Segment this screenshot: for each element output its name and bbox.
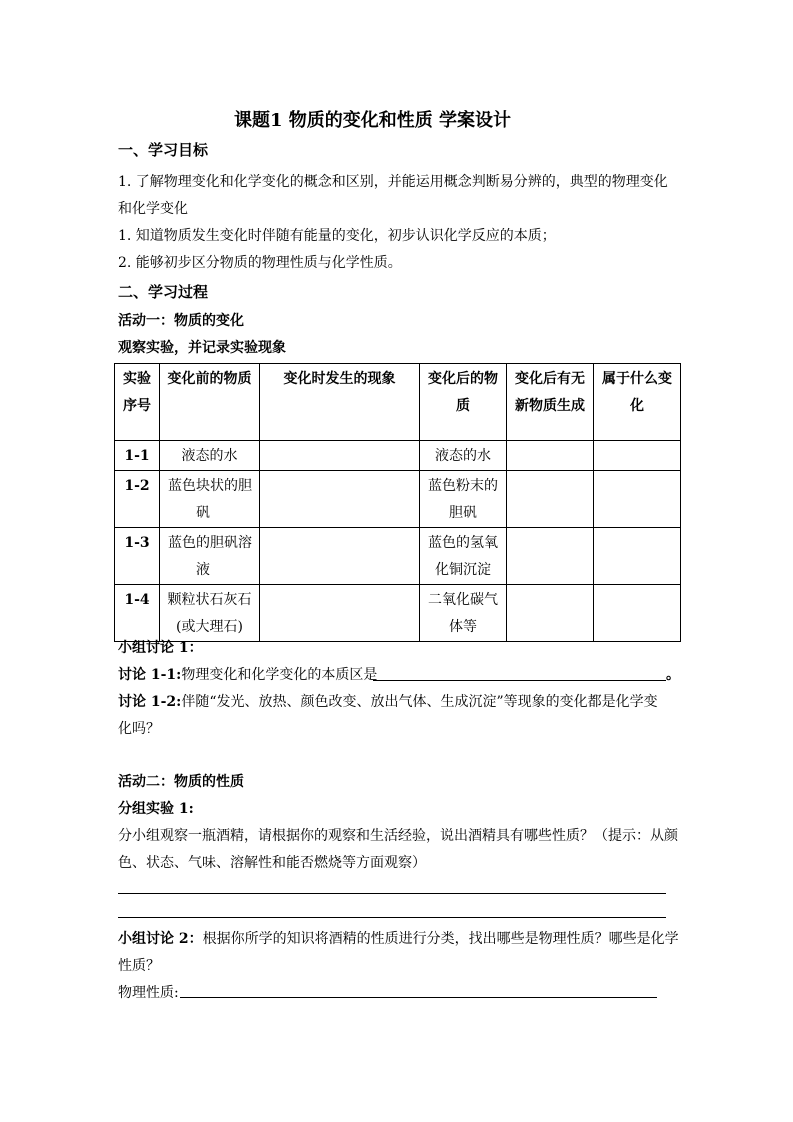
row-id-cell: 1-4 — [115, 585, 160, 642]
discussion2-text: 根据你所学的知识将酒精的性质进行分类，找出哪些是物理性质？哪些是化学 — [202, 931, 679, 947]
change-type-cell — [594, 471, 681, 528]
change-type-cell — [594, 585, 681, 642]
row-id-cell: 1-1 — [115, 441, 160, 471]
phenomenon-cell — [260, 441, 420, 471]
group-experiment-text: 分小组观察一瓶酒精，请根据你的观察和生活经验，说出酒精具有哪些性质？（提示：从颜 — [118, 828, 678, 844]
experiment-table — [114, 363, 681, 642]
discussion2-label: 小组讨论 2： — [118, 931, 203, 947]
table-row — [115, 441, 681, 471]
change-type-cell — [594, 441, 681, 471]
physical-properties-label: 物理性质: — [118, 985, 179, 1001]
new-substance-cell — [507, 471, 594, 528]
discussion-1-2 — [118, 691, 658, 711]
table-header-row — [115, 364, 681, 441]
activity2-title: 活动二：物质的性质 — [118, 774, 244, 790]
discussion-2 — [118, 928, 679, 948]
table-row — [115, 585, 681, 642]
answer-line[interactable] — [373, 680, 666, 681]
goal-line: 1. 了解物理变化和化学变化的概念和区别，并能运用概念判断易分辨的，典型的物理变化 — [118, 174, 668, 190]
before-cell: 液态的水 — [160, 441, 260, 471]
page-title: 课题1 物质的变化和性质 学案设计 — [234, 110, 512, 131]
discussion-1-1-end: 。 — [666, 667, 680, 683]
header-cell: 变化后的物 质 — [420, 364, 507, 441]
phenomenon-cell — [260, 471, 420, 528]
before-cell: 蓝色的胆矾溶 液 — [160, 528, 260, 585]
goal-line: 和化学变化 — [118, 201, 188, 217]
discussion-1-2-text-cont: 化吗？ — [118, 721, 160, 737]
section-heading-goals: 一、学习目标 — [118, 141, 209, 159]
discussion2-text-cont: 性质？ — [118, 958, 160, 974]
answer-line[interactable] — [118, 893, 666, 894]
header-cell: 变化前的物质 — [160, 364, 260, 441]
new-substance-cell — [507, 585, 594, 642]
table-row — [115, 528, 681, 585]
new-substance-cell — [507, 441, 594, 471]
answer-line[interactable] — [118, 917, 666, 918]
group-experiment-text-cont: 色、状态、气味、溶解性和能否燃烧等方面观察） — [118, 855, 426, 871]
after-cell: 蓝色粉末的 胆矾 — [420, 471, 507, 528]
discussion-1-1-text: 物理变化和化学变化的本质区是 — [181, 667, 378, 683]
phenomenon-cell — [260, 528, 420, 585]
goal-line: 2. 能够初步区分物质的物理性质与化学性质。 — [118, 255, 402, 271]
after-cell: 液态的水 — [420, 441, 507, 471]
discussion-1-1-label: 讨论 1-1: — [118, 667, 182, 683]
header-cell: 变化后有无 新物质生成 — [507, 364, 594, 441]
after-cell: 蓝色的氢氧 化铜沉淀 — [420, 528, 507, 585]
row-id-cell: 1-3 — [115, 528, 160, 585]
group-experiment-label: 分组实验 1: — [118, 801, 194, 817]
discussion1-label: 小组讨论 1： — [118, 640, 203, 656]
discussion-1-2-label: 讨论 1-2: — [118, 694, 182, 710]
change-type-cell — [594, 528, 681, 585]
before-cell: 蓝色块状的胆 矾 — [160, 471, 260, 528]
before-cell: 颗粒状石灰石 (或大理石) — [160, 585, 260, 642]
discussion-1-2-text: 伴随“发光、放热、颜色改变、放出气体、生成沉淀”等现象的变化都是化学变 — [181, 694, 658, 710]
header-cell: 属于什么变 化 — [594, 364, 681, 441]
discussion-1-1 — [118, 664, 377, 684]
goal-line: 1. 知道物质发生变化时伴随有能量的变化，初步认识化学反应的本质； — [118, 228, 556, 244]
new-substance-cell — [507, 528, 594, 585]
table-row — [115, 471, 681, 528]
activity1-title: 活动一：物质的变化 — [118, 313, 244, 329]
after-cell: 二氧化碳气 体等 — [420, 585, 507, 642]
row-id-cell: 1-2 — [115, 471, 160, 528]
header-cell: 实验 序号 — [115, 364, 160, 441]
header-cell: 变化时发生的现象 — [260, 364, 420, 441]
phenomenon-cell — [260, 585, 420, 642]
section-heading-process: 二、学习过程 — [118, 283, 209, 301]
answer-line[interactable] — [180, 997, 657, 998]
activity1-subtitle: 观察实验，并记录实验现象 — [118, 340, 286, 356]
